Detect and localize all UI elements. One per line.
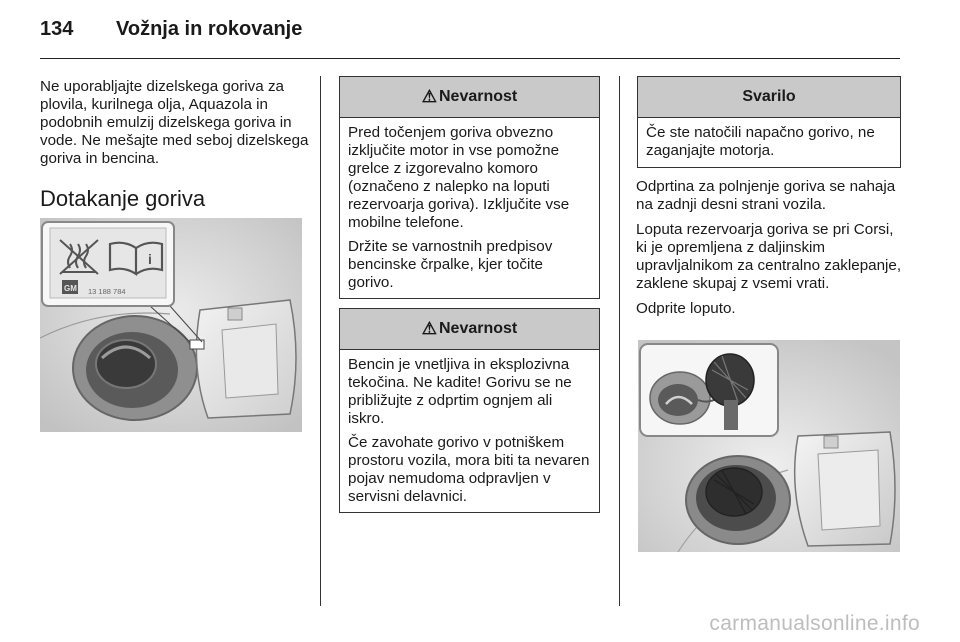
caution-box xyxy=(637,76,901,168)
open-flap-paragraph: Odprite loputo. xyxy=(636,300,736,317)
warning-box-2 xyxy=(339,308,600,513)
page-number: 134 xyxy=(40,18,74,40)
warning-box-2-title: Nevarnost xyxy=(439,320,518,337)
caution-box-title: Svarilo xyxy=(742,88,796,105)
fuel-flap-label-illustration xyxy=(40,218,302,432)
intro-paragraph: Ne uporabljajte dizelskega goriva za plovila, kurilnega olja, Aquazola in podobnih emulzij dizelskega goriva in vode. Ne mešajte med seboj dizelskega goriva in bencina. xyxy=(40,78,309,167)
intro-paragraph-block xyxy=(40,78,310,168)
warning-box-1 xyxy=(339,76,600,299)
svg-text:i: i xyxy=(148,251,152,267)
filler-location-paragraph: Odprtina za polnjenje goriva se nahaja na zadnji desni strani vozila. xyxy=(636,178,896,213)
open-fuel-flap-illustration xyxy=(638,340,900,552)
caution-box-header xyxy=(638,77,900,118)
warning-box-1-paragraph-1: Pred točenjem goriva obvezno izključite motor in vse pomožne grelce z izgorevalno komoro (označeno z nalepko na loputi rezervoarja goriva). Izključite vse mobilne telefone. xyxy=(348,124,570,231)
warning-triangle-icon: ⚠ xyxy=(421,319,437,338)
caution-box-paragraph: Če ste natočili napačno gorivo, ne zaganjajte motorja. xyxy=(646,124,875,159)
svg-text:GM: GM xyxy=(64,284,77,293)
figure-label-code: 13 188 784 xyxy=(88,287,126,296)
watermark: carmanualsonline.info xyxy=(709,612,920,635)
warning-box-1-paragraph-2: Držite se varnostnih predpisov bencinske črpalke, kjer točite gorivo. xyxy=(348,238,553,291)
warning-box-1-title: Nevarnost xyxy=(439,88,518,105)
warning-triangle-icon: ⚠ xyxy=(421,87,437,106)
warning-box-2-header xyxy=(340,309,599,350)
warning-box-2-paragraph-2: Če zavohate gorivo v potniškem prostoru vozila, mora biti ta nevaren pojav nemudoma odpravljen v servisni delavnici. xyxy=(348,434,590,505)
column-divider-left xyxy=(320,76,321,606)
flap-locking-paragraph: Loputa rezervoarja goriva se pri Corsi, ki je opremljena z daljinskim upravljalnikom za centralno zaklepanje, zaklene skupaj z vsemi vrati. xyxy=(636,221,902,292)
section-heading: Dotakanje goriva xyxy=(40,186,206,211)
warning-box-2-paragraph-1: Bencin je vnetljiva in eksplozivna tekočina. Ne kadite! Gorivu se ne približujte z odprtim ognjem ali iskro. xyxy=(348,356,572,427)
warning-box-1-header xyxy=(340,77,599,118)
fuel-filler-text-block xyxy=(636,178,902,318)
fuel-flap-label-svg xyxy=(40,218,302,432)
page-title: Vožnja in rokovanje xyxy=(116,18,303,40)
header-rule xyxy=(40,58,900,59)
column-divider-right xyxy=(619,76,620,606)
open-fuel-flap-svg xyxy=(638,340,900,552)
